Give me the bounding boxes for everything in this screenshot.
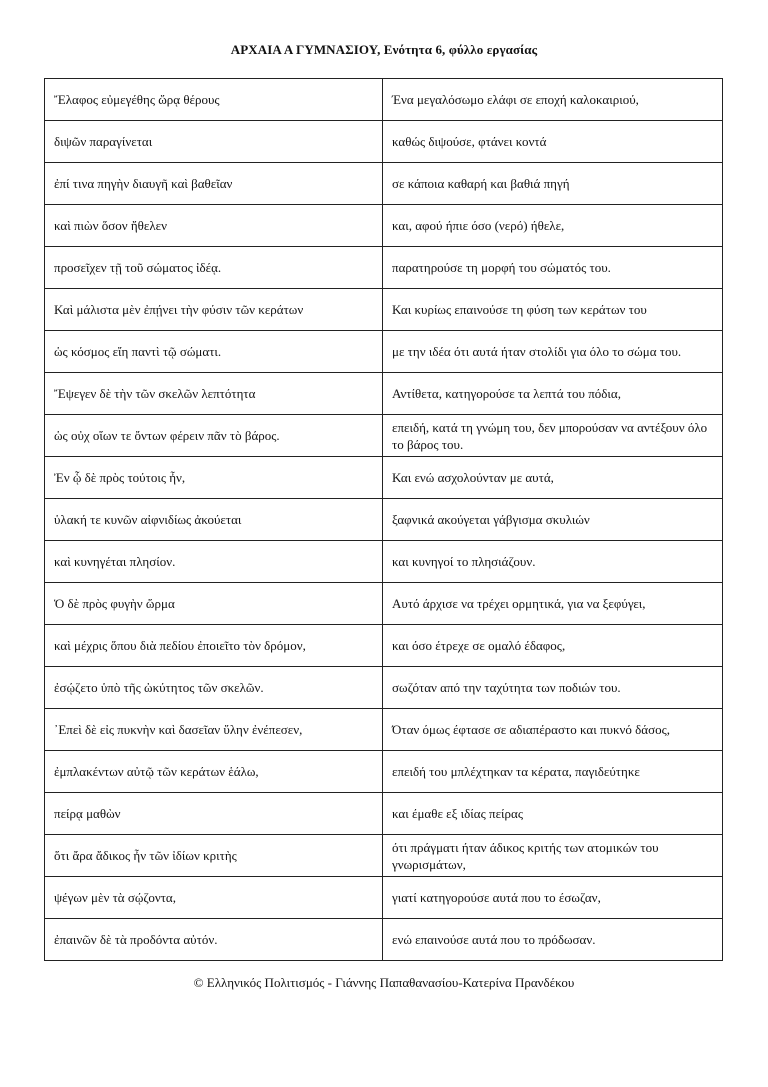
modern-translation-cell: ενώ επαινούσε αυτά που το πρόδωσαν.: [383, 919, 723, 961]
translation-table: [44, 78, 723, 961]
table-row: [45, 919, 723, 961]
table-row: [45, 121, 723, 163]
ancient-text-cell: διψῶν παραγίνεται: [45, 121, 383, 163]
modern-translation-cell: σωζόταν από την ταχύτητα των ποδιών του.: [383, 667, 723, 709]
ancient-text-cell: ὡς κόσμος εἴη παντὶ τῷ σώματι.: [45, 331, 383, 373]
table-row: [45, 247, 723, 289]
table-row: [45, 457, 723, 499]
ancient-text-cell: ὡς οὐχ οἵων τε ὄντων φέρειν πᾶν τὸ βάρος.: [45, 415, 383, 457]
ancient-text-cell: Ἔψεγεν δὲ τὴν τῶν σκελῶν λεπτότητα: [45, 373, 383, 415]
modern-translation-cell: επειδή, κατά τη γνώμη του, δεν μπορούσαν να αντέξουν όλο το βάρος του.: [383, 415, 723, 457]
table-row: [45, 415, 723, 457]
ancient-text-cell: Καὶ μάλιστα μὲν ἐπῄνει τὴν φύσιν τῶν κεράτων: [45, 289, 383, 331]
ancient-text-cell: καὶ κυνηγέται πλησίον.: [45, 541, 383, 583]
table-row: [45, 709, 723, 751]
modern-translation-cell: καθώς διψούσε, φτάνει κοντά: [383, 121, 723, 163]
table-row: [45, 541, 723, 583]
table-row: [45, 163, 723, 205]
ancient-text-cell: Ὁ δὲ πρὸς φυγὴν ὥρμα: [45, 583, 383, 625]
table-row: [45, 835, 723, 877]
modern-translation-cell: Και κυρίως επαινούσε τη φύση των κεράτων του: [383, 289, 723, 331]
table-row: [45, 79, 723, 121]
modern-translation-cell: Όταν όμως έφτασε σε αδιαπέραστο και πυκνό δάσος,: [383, 709, 723, 751]
modern-translation-cell: και όσο έτρεχε σε ομαλό έδαφος,: [383, 625, 723, 667]
modern-translation-cell: και έμαθε εξ ιδίας πείρας: [383, 793, 723, 835]
ancient-text-cell: ψέγων μὲν τὰ σῴζοντα,: [45, 877, 383, 919]
modern-translation-cell: παρατηρούσε τη μορφή του σώματός του.: [383, 247, 723, 289]
table-row: [45, 667, 723, 709]
table-row: [45, 751, 723, 793]
ancient-text-cell: προσεῖχεν τῇ τοῦ σώματος ἰδέᾳ.: [45, 247, 383, 289]
table-row: [45, 373, 723, 415]
modern-translation-cell: και κυνηγοί το πλησιάζουν.: [383, 541, 723, 583]
table-row: [45, 625, 723, 667]
modern-translation-cell: γιατί κατηγορούσε αυτά που το έσωζαν,: [383, 877, 723, 919]
table-row: [45, 331, 723, 373]
table-row: [45, 289, 723, 331]
modern-translation-cell: επειδή του μπλέχτηκαν τα κέρατα, παγιδεύτηκε: [383, 751, 723, 793]
ancient-text-cell: ἐσῴζετο ὑπὸ τῆς ὠκύτητος τῶν σκελῶν.: [45, 667, 383, 709]
modern-translation-cell: και, αφού ήπιε όσο (νερό) ήθελε,: [383, 205, 723, 247]
ancient-text-cell: πείρᾳ μαθὼν: [45, 793, 383, 835]
modern-translation-cell: με την ιδέα ότι αυτά ήταν στολίδι για όλο το σώμα του.: [383, 331, 723, 373]
ancient-text-cell: ἐμπλακέντων αὐτῷ τῶν κεράτων ἑάλω,: [45, 751, 383, 793]
modern-translation-cell: ξαφνικά ακούγεται γάβγισμα σκυλιών: [383, 499, 723, 541]
worksheet-title: ΑΡΧΑΙΑ Α ΓΥΜΝΑΣΙΟΥ, Ενότητα 6, φύλλο εργασίας: [230, 42, 538, 57]
modern-translation-cell: Και ενώ ασχολούνταν με αυτά,: [383, 457, 723, 499]
table-row: [45, 583, 723, 625]
ancient-text-cell: καὶ πιὼν ὅσον ἤθελεν: [45, 205, 383, 247]
modern-translation-cell: σε κάποια καθαρή και βαθιά πηγή: [383, 163, 723, 205]
modern-translation-cell: Αυτό άρχισε να τρέχει ορμητικά, για να ξεφύγει,: [383, 583, 723, 625]
ancient-text-cell: ὅτι ἄρα ἄδικος ἦν τῶν ἰδίων κριτὴς: [45, 835, 383, 877]
table-row: [45, 877, 723, 919]
ancient-text-cell: ὑλακή τε κυνῶν αἰφνιδίως ἀκούεται: [45, 499, 383, 541]
ancient-text-cell: Ἔλαφος εὐμεγέθης ὥρᾳ θέρους: [45, 79, 383, 121]
ancient-text-cell: καὶ μέχρις ὅπου διὰ πεδίου ἐποιεῖτο τὸν δρόμον,: [45, 625, 383, 667]
modern-translation-cell: Ένα μεγαλόσωμο ελάφι σε εποχή καλοκαιριού,: [383, 79, 723, 121]
modern-translation-cell: ότι πράγματι ήταν άδικος κριτής των ατομικών του γνωρισμάτων,: [383, 835, 723, 877]
table-row: [45, 499, 723, 541]
table-row: [45, 205, 723, 247]
ancient-text-cell: Ἐν ᾧ δὲ πρὸς τούτοις ἦν,: [45, 457, 383, 499]
ancient-text-cell: ἐπαινῶν δὲ τὰ προδόντα αὐτόν.: [45, 919, 383, 961]
ancient-text-cell: ἐπί τινα πηγὴν διαυγῆ καὶ βαθεῖαν: [45, 163, 383, 205]
copyright-footer: © Ελληνικός Πολιτισμός - Γιάννης Παπαθανασίου-Κατερίνα Πρανδέκου: [193, 975, 575, 990]
modern-translation-cell: Αντίθετα, κατηγορούσε τα λεπτά του πόδια,: [383, 373, 723, 415]
ancient-text-cell: ᾿Επεὶ δὲ εἰς πυκνὴν καὶ δασεῖαν ὕλην ἐνέπεσεν,: [45, 709, 383, 751]
table-row: [45, 793, 723, 835]
translation-table-body: [45, 79, 723, 961]
